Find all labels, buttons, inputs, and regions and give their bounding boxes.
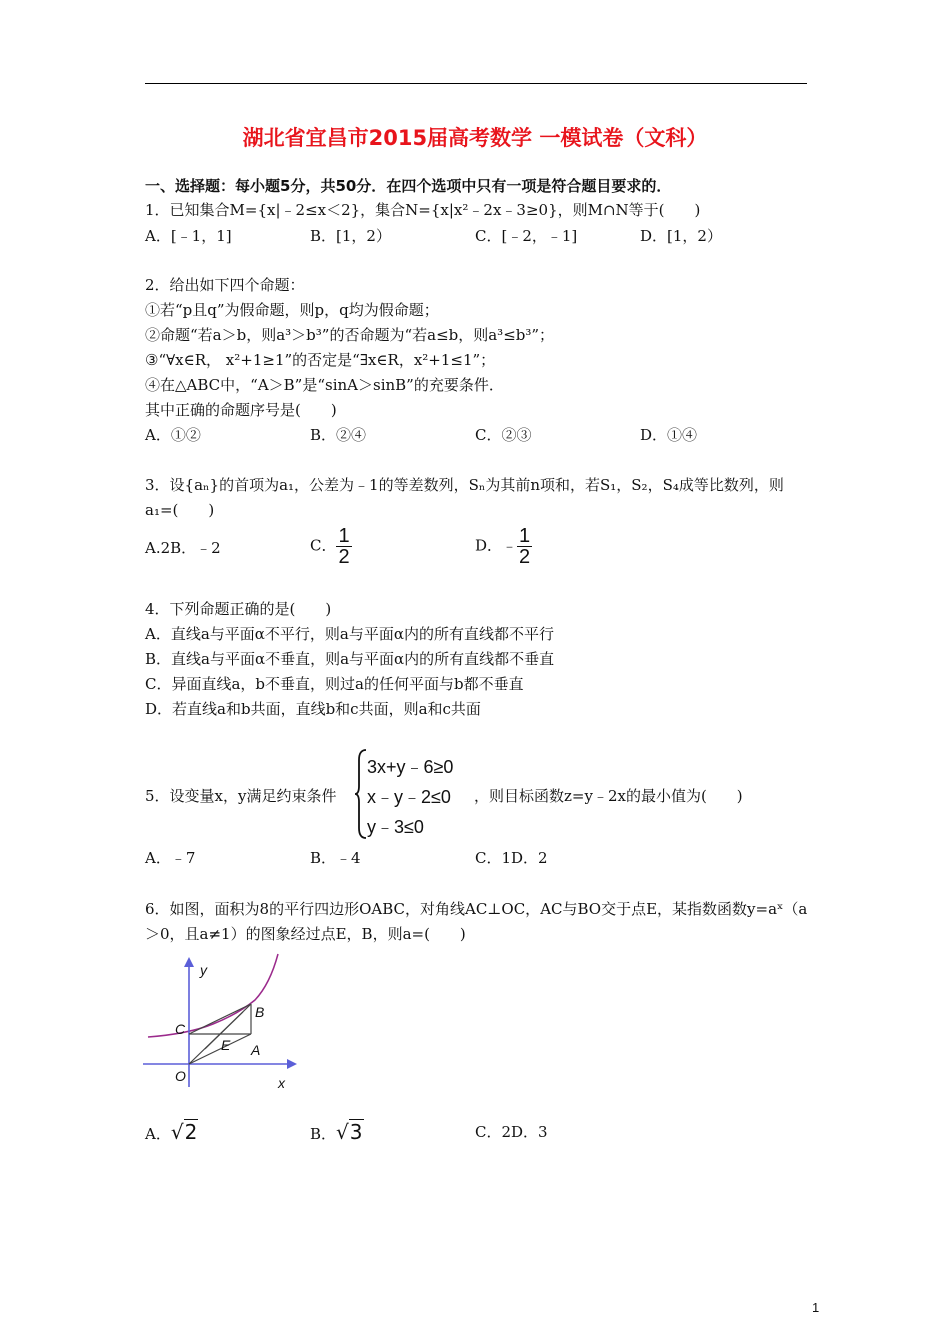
q2-option-d: D．①④ bbox=[640, 426, 698, 444]
question-2: 2．给出如下四个命题： bbox=[145, 276, 305, 294]
question-4: 4．下列命题正确的是( ) bbox=[145, 600, 332, 618]
q4-option-c: C．异面直线a，b不垂直，则过a的任何平面与b都不垂直 bbox=[145, 675, 524, 693]
header-rule bbox=[145, 83, 807, 84]
question-3: 3．设{aₙ}的首项为a₁，公差为﹣1的等差数列，Sₙ为其前n项和，若S₁，S₂，S₄成等比数列，则 bbox=[145, 476, 784, 494]
q2-statement-4: ④在△ABC中，“A＞B”是“sinA＞sinB”的充要条件． bbox=[145, 376, 504, 394]
q1-option-a: A．[﹣1，1] bbox=[145, 227, 232, 245]
point-b-label: B bbox=[255, 1004, 265, 1020]
point-e-label: E bbox=[221, 1037, 231, 1053]
q6-option-b bbox=[310, 1122, 364, 1144]
q3-option-d-label: D．﹣ bbox=[475, 536, 518, 555]
q4-option-b: B．直线a与平面α不垂直，则a与平面α内的所有直线都不垂直 bbox=[145, 650, 555, 668]
parallelogram-figure bbox=[143, 952, 308, 1092]
section-heading: 一、选择题：每小题5分，共50分．在四个选项中只有一项是符合题目要求的． bbox=[145, 177, 672, 195]
question-3-cont: a₁=( ) bbox=[145, 501, 215, 519]
question-6: 6．如图，面积为8的平行四边形OABC，对角线AC⊥OC，AC与BO交于点E，某指数函数y=aˣ（a bbox=[145, 900, 808, 918]
q2-option-b: B．②④ bbox=[310, 426, 367, 444]
point-o-label: O bbox=[175, 1068, 186, 1084]
q2-option-c: C．②③ bbox=[475, 426, 532, 444]
fraction bbox=[336, 526, 351, 567]
question-5-suffix: ，则目标函数z=y﹣2x的最小值为( ) bbox=[474, 787, 743, 805]
q6-option-a bbox=[145, 1122, 198, 1144]
question-5-prefix: 5．设变量x，y满足约束条件 bbox=[145, 787, 337, 805]
question-6-cont: ＞0，且a≠1）的图象经过点E，B，则a=( ) bbox=[145, 925, 466, 943]
q4-option-a: A．直线a与平面α不平行，则a与平面α内的所有直线都不平行 bbox=[145, 625, 554, 643]
y-axis-label: y bbox=[200, 962, 207, 978]
constraint-3: y﹣3≤0 bbox=[367, 817, 424, 837]
constraint-system bbox=[367, 752, 453, 842]
q3-option-c-label: C． bbox=[310, 536, 337, 555]
x-axis-label: x bbox=[278, 1075, 285, 1091]
q5-option-b: B．﹣4 bbox=[310, 849, 361, 867]
q2-ask: 其中正确的命题序号是( ) bbox=[145, 401, 337, 419]
q5-option-cd: C．1D．2 bbox=[475, 849, 548, 867]
page-number: 1 bbox=[812, 1300, 820, 1315]
constraint-2: x﹣y﹣2≤0 bbox=[367, 787, 451, 807]
q2-statement-1: ①若“p且q”为假命题，则p，q均为假命题； bbox=[145, 301, 439, 319]
q1-option-c: C．[﹣2，﹣1] bbox=[475, 227, 578, 245]
q2-option-a: A．①② bbox=[145, 426, 201, 444]
fraction-denominator: 2 bbox=[338, 546, 350, 568]
fraction-numerator: 1 bbox=[338, 525, 350, 547]
fraction-denominator: 2 bbox=[519, 546, 531, 568]
left-brace-icon bbox=[354, 748, 368, 840]
q3-option-d bbox=[475, 526, 532, 567]
q5-option-a: A．﹣7 bbox=[145, 849, 196, 867]
q6-option-b-label: B． bbox=[310, 1125, 337, 1143]
q2-statement-2: ②命题“若a＞b，则a³＞b³”的否命题为“若a≤b，则a³≤b³”； bbox=[145, 326, 555, 344]
q6-option-a-label: A． bbox=[145, 1125, 171, 1143]
page-title: 湖北省宜昌市2015届高考数学 一模试卷（文科） bbox=[242, 126, 708, 150]
radicand: 3 bbox=[349, 1120, 363, 1144]
constraint-1: 3x+y﹣6≥0 bbox=[367, 757, 454, 777]
q3-option-c bbox=[310, 526, 352, 567]
q2-statement-3: ③“∀x∈R， x²+1≥1”的否定是“∃x∈R，x²+1≤1”； bbox=[145, 351, 496, 369]
q4-option-d: D．若直线a和b共面，直线b和c共面，则a和c共面 bbox=[145, 700, 481, 718]
q1-option-b: B．[1，2） bbox=[310, 227, 391, 245]
fraction bbox=[517, 526, 532, 567]
sqrt: √2 bbox=[170, 1120, 198, 1144]
point-a-label: A bbox=[251, 1042, 261, 1058]
q6-option-cd: C．2D．3 bbox=[475, 1123, 548, 1141]
question-1: 1．已知集合M={x|﹣2≤x＜2}，集合N={x|x²﹣2x﹣3≥0}，则M∩N等于( ) bbox=[145, 201, 701, 219]
point-c-label: C bbox=[175, 1021, 186, 1037]
sqrt: √3 bbox=[336, 1120, 363, 1144]
radicand: 2 bbox=[184, 1120, 198, 1144]
fraction-numerator: 1 bbox=[519, 525, 531, 547]
q3-option-ab: A.2B．﹣2 bbox=[145, 539, 221, 557]
q1-option-d: D．[1，2） bbox=[640, 227, 722, 245]
